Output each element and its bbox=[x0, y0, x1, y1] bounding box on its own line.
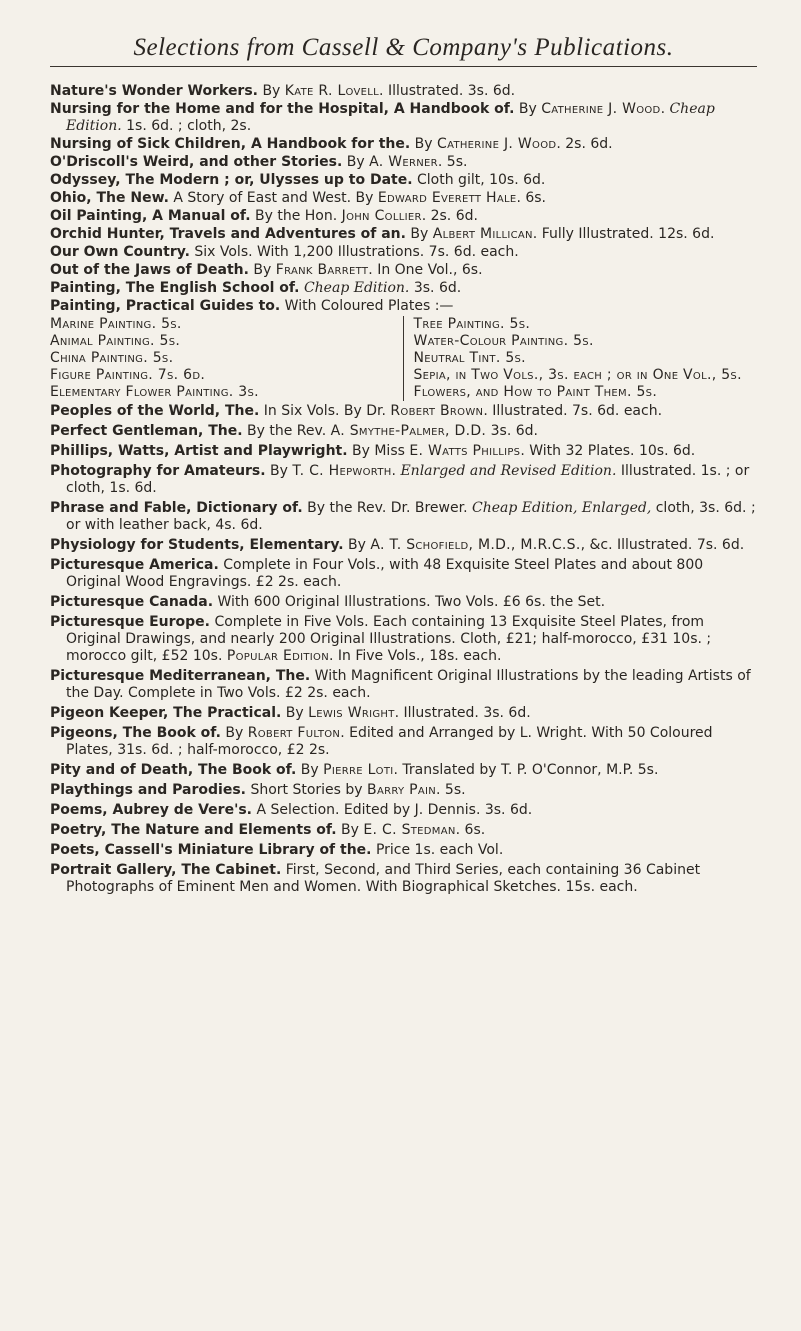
entry-title: Photography for Amateurs. bbox=[50, 463, 266, 479]
entry-author: Robert Fulton bbox=[247, 725, 341, 741]
entry-text: . Illustrated. 7s. 6d. each. bbox=[483, 403, 663, 419]
catalogue-entry bbox=[50, 862, 757, 896]
painting-guide-item: Sepia, in Two Vols., 3s. each ; or in One Vol., 5s. bbox=[413, 367, 742, 383]
entry-title: Perfect Gentleman, The. bbox=[50, 423, 243, 439]
entry-title: Nursing of Sick Children, A Handbook for the. bbox=[50, 136, 411, 152]
entry-text: . 5s. bbox=[437, 154, 468, 170]
catalogue-entry bbox=[50, 262, 757, 279]
entry-text: . 5s. bbox=[436, 782, 466, 798]
page-header: Selections from Cassell & Company's Publications. bbox=[133, 34, 674, 61]
entry-text: Six Vols. With 1,200 Illustrations. 7s. 6d. each. bbox=[189, 244, 519, 260]
catalogue-entry bbox=[50, 668, 757, 702]
entry-text: . Edited and Arranged by L. Wright. With 50 Coloured Plates, 31s. 6d. ; half-morocco, £2 2s. bbox=[66, 725, 713, 758]
entry-text: . Illustrated. 3s. 6d. bbox=[394, 705, 531, 721]
entry-text: By the Rev. bbox=[242, 423, 331, 439]
entries-list bbox=[50, 83, 757, 315]
entry-text: . Fully Illustrated. 12s. 6d. bbox=[532, 226, 715, 242]
painting-guide-item: China Painting. 5s. bbox=[50, 350, 174, 366]
catalogue-entry bbox=[50, 423, 757, 440]
entry-title: Orchid Hunter, Travels and Adventures of an. bbox=[50, 226, 406, 242]
entry-text: . In One Vol., 6s. bbox=[368, 262, 483, 278]
catalogue-entry bbox=[50, 594, 757, 611]
entry-author: Edward Everett Hale bbox=[377, 190, 517, 206]
entry-text: Complete in Four Vols., with 48 Exquisite Steel Plates and about 800 Original Wood Engravings. £2 2s. each. bbox=[66, 557, 704, 590]
guides-left-column bbox=[50, 316, 404, 401]
entry-italic: Cheap Edition. bbox=[66, 101, 715, 134]
catalogue-entry bbox=[50, 154, 757, 171]
entry-author: Robert Brown bbox=[390, 403, 484, 419]
catalogue-entry bbox=[50, 537, 757, 554]
header-rule bbox=[50, 66, 757, 67]
catalogue-entry bbox=[50, 802, 757, 819]
catalogue-entry bbox=[50, 403, 757, 420]
entry-text: By bbox=[248, 262, 276, 278]
entry-title: Our Own Country. bbox=[50, 244, 190, 260]
catalogue-entry bbox=[50, 500, 757, 534]
entry-text: . bbox=[391, 463, 401, 479]
entry-text: Price 1s. each Vol. bbox=[371, 842, 504, 858]
entry-text: By the Rev. Dr. Brewer. bbox=[302, 500, 472, 516]
entry-title: Phillips, Watts, Artist and Playwright. bbox=[50, 443, 348, 459]
entry-author: T. C. Hepworth bbox=[292, 463, 392, 479]
entry-title: Picturesque America. bbox=[50, 557, 219, 573]
painting-guide-item: Figure Painting. 7s. 6d. bbox=[50, 367, 206, 383]
entry-author: A. Smythe-Palmer, D.D. bbox=[330, 423, 487, 439]
entry-text: . 2s. 6d. bbox=[421, 208, 478, 224]
entry-text: 3s. 6d. bbox=[486, 423, 538, 439]
entry-author: A. T. Schofield, M.D., M.R.C.S. bbox=[370, 537, 581, 553]
entry-text: By Miss bbox=[347, 443, 410, 459]
entry-text: By the Hon. bbox=[250, 208, 342, 224]
entry-title: Nature's Wonder Workers. bbox=[50, 83, 258, 99]
catalogue-entry bbox=[50, 298, 757, 315]
catalogue-entry bbox=[50, 190, 757, 207]
entry-title: Poetry, The Nature and Elements of. bbox=[50, 822, 337, 838]
catalogue-entry bbox=[50, 443, 757, 460]
entry-text: Illustrated. 1s. ; or cloth, 1s. 6d. bbox=[66, 463, 750, 496]
catalogue-entry bbox=[50, 782, 757, 799]
entry-title: Phrase and Fable, Dictionary of. bbox=[50, 500, 303, 516]
entry-text: With 600 Original Illustrations. Two Vols. £6 6s. the Set. bbox=[213, 594, 606, 610]
entry-text: By bbox=[336, 822, 364, 838]
guides-right-column bbox=[404, 316, 758, 401]
entry-text: With Magnificent Original Illustrations by the leading Artists of the Day. Complete in Two Vols. £2 2s. each. bbox=[66, 668, 751, 701]
catalogue-entry bbox=[50, 614, 757, 665]
entry-text: By bbox=[258, 83, 285, 99]
entry-text: By bbox=[281, 705, 309, 721]
catalogue-entry bbox=[50, 842, 757, 859]
entry-text: . 6s. bbox=[516, 190, 547, 206]
entry-text: . bbox=[660, 101, 670, 117]
entry-title: Out of the Jaws of Death. bbox=[50, 262, 249, 278]
catalogue-entry bbox=[50, 136, 757, 153]
catalogue-entry bbox=[50, 172, 757, 189]
entry-text: Short Stories by bbox=[246, 782, 368, 798]
entry-text: In Six Vols. By Dr. bbox=[259, 403, 391, 419]
entry-title: Pigeons, The Book of. bbox=[50, 725, 221, 741]
entry-italic: Cheap Edition. bbox=[303, 280, 410, 296]
entry-title: Picturesque Mediterranean, The. bbox=[50, 668, 311, 684]
entry-title: Poems, Aubrey de Vere's. bbox=[50, 802, 253, 818]
entry-text: By bbox=[265, 463, 293, 479]
entry-text: . In Five Vols., 18s. each. bbox=[328, 648, 502, 664]
entry-title: Playthings and Parodies. bbox=[50, 782, 246, 798]
entry-author: A. Werner bbox=[369, 154, 438, 170]
catalogue-entry bbox=[50, 463, 757, 497]
entry-italic: Enlarged and Revised Edition. bbox=[400, 463, 617, 479]
entry-text: , &c. Illustrated. 7s. 6d. bbox=[580, 537, 745, 553]
catalogue-entry bbox=[50, 101, 757, 135]
entry-text: . With 32 Plates. 10s. 6d. bbox=[520, 443, 696, 459]
entry-author: John Collier bbox=[341, 208, 422, 224]
entry-title: Poets, Cassell's Miniature Library of the. bbox=[50, 842, 372, 858]
entry-text: . 2s. 6d. bbox=[556, 136, 613, 152]
entry-author: Pierre Loti bbox=[323, 762, 394, 778]
painting-guide-item: Flowers, and How to Paint Them. 5s. bbox=[413, 384, 658, 400]
entry-author: Frank Barrett bbox=[275, 262, 369, 278]
entry-title: Picturesque Europe. bbox=[50, 614, 210, 630]
entry-italic: Cheap Edition, Enlarged, bbox=[471, 500, 652, 516]
entry-title: Painting, Practical Guides to. bbox=[50, 298, 281, 314]
entry-title: Picturesque Canada. bbox=[50, 594, 214, 610]
entry-text: A Story of East and West. By bbox=[168, 190, 378, 206]
catalogue-entry bbox=[50, 280, 757, 297]
entry-title: Ohio, The New. bbox=[50, 190, 169, 206]
entry-text: By bbox=[405, 226, 433, 242]
entry-text: With Coloured Plates :— bbox=[280, 298, 454, 314]
entry-author: Lewis Wright bbox=[308, 705, 395, 721]
entry-title: Painting, The English School of. bbox=[50, 280, 300, 296]
painting-guide-item: Neutral Tint. 5s. bbox=[413, 350, 526, 366]
entry-title: Portrait Gallery, The Cabinet. bbox=[50, 862, 282, 878]
entry-author: Kate R. Lovell bbox=[284, 83, 380, 99]
entry-text: . 6s. bbox=[455, 822, 486, 838]
entry-text: By bbox=[514, 101, 542, 117]
entries-list-continued bbox=[50, 403, 757, 896]
catalogue-entry bbox=[50, 822, 757, 839]
entry-text: A Selection. Edited by J. Dennis. 3s. 6d. bbox=[252, 802, 533, 818]
painting-guide-item: Marine Painting. 5s. bbox=[50, 316, 182, 332]
entry-author: Catherine J. Wood bbox=[541, 101, 661, 117]
entry-title: Nursing for the Home and for the Hospital, A Handbook of. bbox=[50, 101, 515, 117]
entry-text: By bbox=[410, 136, 438, 152]
entry-text: Cloth gilt, 10s. 6d. bbox=[412, 172, 546, 188]
entry-text: Complete in Five Vols. Each containing 13 Exquisite Steel Plates, from Original Drawings, and nearly 200 Original Illustrations. Cloth, £21; half-morocco, £31 10s. ; morocco gilt, £52 10s. bbox=[66, 614, 712, 664]
catalogue-entry bbox=[50, 244, 757, 261]
catalogue-entry bbox=[50, 762, 757, 779]
painting-guide-item: Tree Painting. 5s. bbox=[413, 316, 531, 332]
entry-text: First, Second, and Third Series, each containing 36 Cabinet Photographs of Eminent Men and Women. With Biographical Sketches. 15s. each. bbox=[66, 862, 701, 895]
entry-author: Albert Millican bbox=[432, 226, 533, 242]
entry-text: . Translated by T. P. O'Connor, M.P. 5s. bbox=[393, 762, 659, 778]
entry-title: Physiology for Students, Elementary. bbox=[50, 537, 344, 553]
entry-text: By bbox=[220, 725, 248, 741]
entry-author: Barry Pain bbox=[367, 782, 437, 798]
catalogue-entry bbox=[50, 226, 757, 243]
entry-title: Pigeon Keeper, The Practical. bbox=[50, 705, 282, 721]
entry-author: E. C. Stedman bbox=[363, 822, 456, 838]
entry-text: By bbox=[343, 537, 371, 553]
entry-author: Catherine J. Wood bbox=[437, 136, 557, 152]
catalogue-entry bbox=[50, 725, 757, 759]
entry-text: By bbox=[342, 154, 370, 170]
entry-text: 1s. 6d. ; cloth, 2s. bbox=[121, 118, 252, 134]
entry-title: Odyssey, The Modern ; or, Ulysses up to Date. bbox=[50, 172, 413, 188]
catalogue-entry bbox=[50, 208, 757, 225]
entry-title: Pity and of Death, The Book of. bbox=[50, 762, 297, 778]
catalogue-entry bbox=[50, 557, 757, 591]
entry-author: Popular Edition bbox=[226, 648, 329, 664]
entry-title: O'Driscoll's Weird, and other Stories. bbox=[50, 154, 343, 170]
painting-guides bbox=[50, 316, 757, 401]
entry-text: 3s. 6d. bbox=[409, 280, 462, 296]
entry-title: Peoples of the World, The. bbox=[50, 403, 260, 419]
catalogue-entry bbox=[50, 83, 757, 100]
painting-guide-item: Animal Painting. 5s. bbox=[50, 333, 181, 349]
painting-guide-item: Water-Colour Painting. 5s. bbox=[413, 333, 594, 349]
entry-title: Oil Painting, A Manual of. bbox=[50, 208, 251, 224]
entry-text: . Illustrated. 3s. 6d. bbox=[379, 83, 516, 99]
painting-guide-item: Elementary Flower Painting. 3s. bbox=[50, 384, 259, 400]
catalogue-entry bbox=[50, 705, 757, 722]
entry-author: E. Watts Phillips bbox=[409, 443, 521, 459]
entry-text: cloth, 3s. 6d. ; or with leather back, 4s. 6d. bbox=[66, 500, 756, 533]
entry-text: By bbox=[296, 762, 324, 778]
